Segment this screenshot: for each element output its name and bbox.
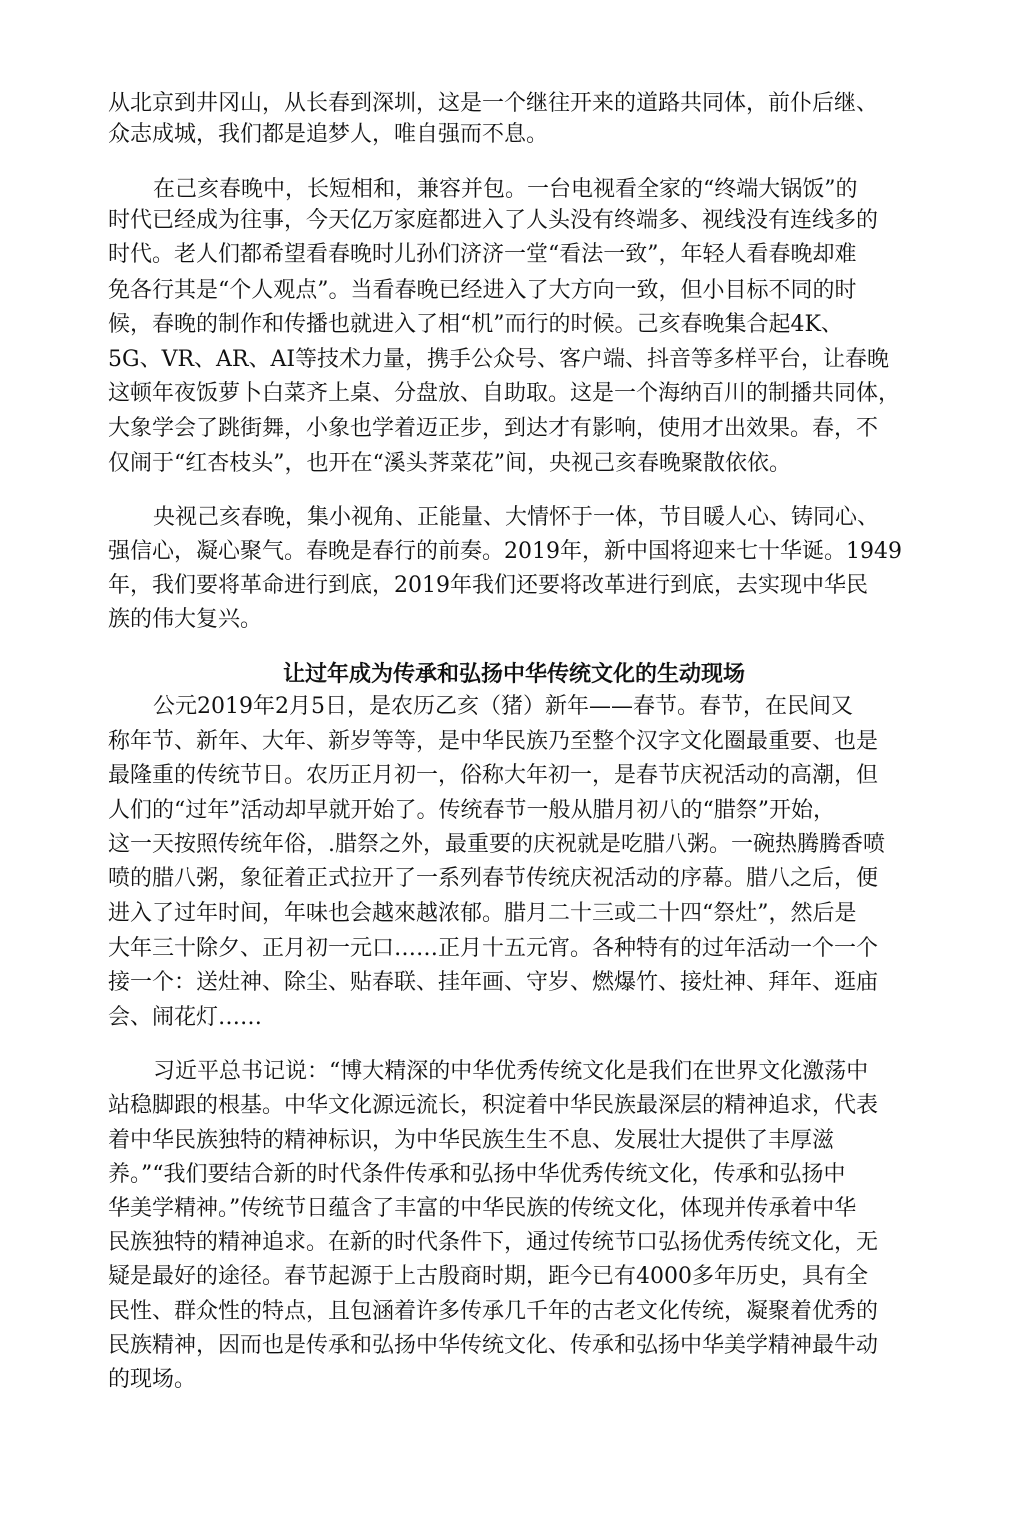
paragraph-4-line-1: 公元2019年2月5日，是农历乙亥（猪）新年——春节。春节，在民间又 [153, 694, 853, 719]
paragraph-1-line-2: 众志成城，我们都是追梦人，唯自强而不息。 [108, 122, 549, 147]
paragraph-2-line-7: 这顿年夜饭萝卜白菜齐上桌、分盘放、自助取。这是一个海纳百川的制播共同体， [108, 381, 901, 406]
paragraph-4-line-10: 会、闹花灯…… [108, 1005, 263, 1030]
paragraph-3-line-4: 族的伟大复兴。 [108, 607, 263, 632]
paragraph-2-line-5: 候，春晚的制作和传播也就进入了相“机”而行的时候。己亥春晚集合起4K、 [108, 312, 843, 337]
paragraph-5-line-8: 民性、群众性的特点，且包涵着许多传承几千年的古老文化传统，凝聚着优秀的 [108, 1299, 879, 1324]
paragraph-5-line-10: 的现场。 [108, 1367, 197, 1392]
paragraph-5-line-6: 民族独特的精神追求。在新的时代条件下，通过传统节口弘扬优秀传统文化，无 [108, 1230, 879, 1255]
paragraph-3-line-3: 年，我们要将革命进行到底，2019年我们还要将改革进行到底，去实现中华民 [108, 573, 868, 598]
paragraph-5-line-2: 站稳脚跟的根基。中华文化源远流长，积淀着中华民族最深层的精神追求，代表 [108, 1093, 879, 1118]
paragraph-2-line-4: 免各行其是“个人观点”。当看春晚已经进入了大方向一致，但小目标不同的时 [108, 278, 857, 303]
paragraph-4-line-6: 喷的腊八粥，象征着正式拉开了一系列春节传统庆祝活动的序幕。腊八之后，便 [108, 866, 879, 891]
paragraph-4-line-9: 接一个：送灶神、除尘、贴春联、挂年画、守岁、燃爆竹、接灶神、拜年、逛庙 [108, 970, 879, 995]
paragraph-5-line-7: 疑是最好的途径。春节起源于上古殷商时期，距今已有4000多年历史，具有全 [108, 1264, 868, 1289]
paragraph-3-line-2: 强信心，凝心聚气。春晚是春行的前奏。2019年，新中国将迎来七十华诞。1949 [108, 539, 902, 564]
section-heading: 让过年成为传承和弘扬中华传统文化的生动现场 [283, 661, 746, 687]
paragraph-2-line-1: 在己亥春晚中，长短相和，兼容并包。一台电视看全家的“终端大锅饭”的 [153, 177, 858, 202]
paragraph-2-line-6: 5G、VR、AR、AI等技术力量，携手公众号、客户端、抖音等多样平台，让春晚 [108, 347, 890, 372]
paragraph-4-line-7: 进入了过年时间，年味也会越來越浓郁。腊月二十三或二十四“祭灶”，然后是 [108, 901, 857, 926]
paragraph-2-line-3: 时代。老人们都希望看春晚时儿孙们济济一堂“看法一致”，年轻人看春晚却难 [108, 242, 857, 267]
paragraph-5-line-3: 着中华民族独特的精神标识，为中华民族生生不息、发展壮大提供了丰厚滋 [108, 1128, 835, 1153]
paragraph-5-line-5: 华美学精神。”传统节日蕴含了丰富的中华民族的传统文化，体现并传承着中华 [108, 1196, 857, 1221]
paragraph-4-line-2: 称年节、新年、大年、新岁等等，是中华民族乃至整个汉字文化圈最重要、也是 [108, 729, 879, 754]
paragraph-4-line-8: 大年三十除夕、正月初一元口……正月十五元宵。各种特有的过年活动一个一个 [108, 936, 879, 961]
paragraph-4-line-5: 这一天按照传统年俗，.腊祭之外，最重要的庆祝就是吃腊八粥。一碗热腾腾香喷 [108, 832, 885, 857]
paragraph-5-line-1: 习近平总书记说：“博大精深的中华优秀传统文化是我们在世界文化激荡中 [153, 1059, 869, 1084]
paragraph-2-line-8: 大象学会了跳街舞，小象也学着迈正步，到达才有影响，使用才出效果。春，不 [108, 416, 879, 441]
paragraph-2-line-9: 仅闹于“红杏枝头”，也开在“溪头荠菜花”间，央视己亥春晚聚散依依。 [108, 451, 791, 476]
paragraph-3-line-1: 央视己亥春晚，集小视角、正能量、大情怀于一体，节目暖人心、铸同心、 [153, 505, 880, 530]
paragraph-5-line-4: 养。”“我们要结合新的时代条件传承和弘扬中华优秀传统文化，传承和弘扬中 [108, 1162, 846, 1187]
paragraph-4-line-3: 最隆重的传统节日。农历正月初一，俗称大年初一，是春节庆祝活动的高潮，但 [108, 763, 879, 788]
paragraph-2-line-2: 时代已经成为往事，今天亿万家庭都进入了人头没有终端多、视线没有连线多的 [108, 208, 879, 233]
paragraph-1-line-1: 从北京到井冈山，从长春到深圳，这是一个继往开来的道路共同体，前仆后继、 [108, 91, 879, 116]
paragraph-5-line-9: 民族精神，因而也是传承和弘扬中华传统文化、传承和弘扬中华美学精神最牛动 [108, 1333, 879, 1358]
paragraph-4-line-4: 人们的“过年”活动却早就开始了。传统春节一般从腊月初八的“腊祭”开始， [108, 798, 835, 823]
